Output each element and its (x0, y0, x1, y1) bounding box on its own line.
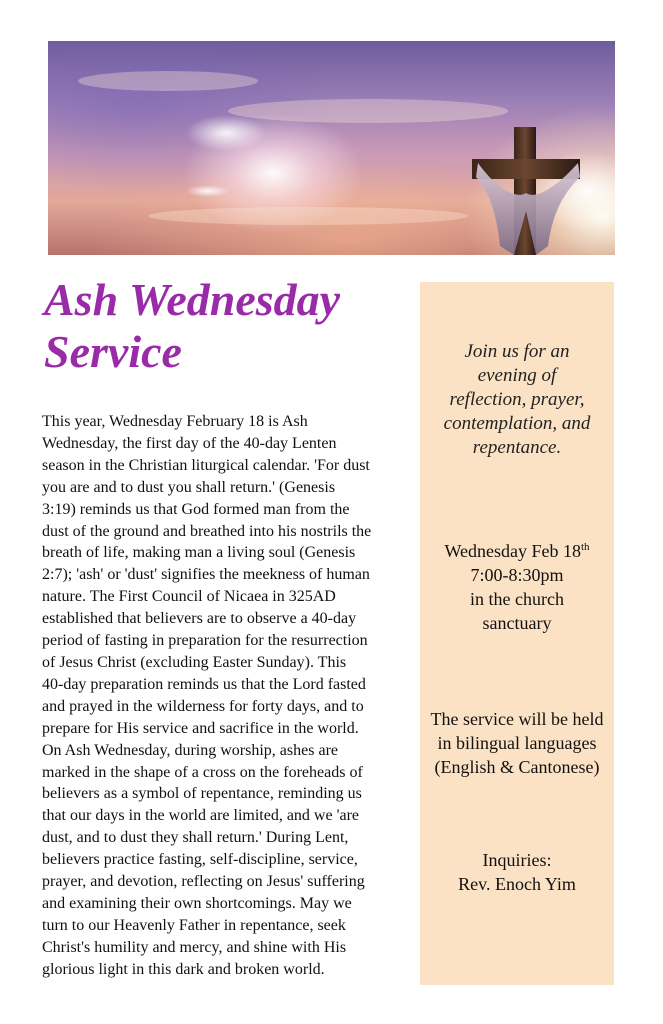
event-time: 7:00-8:30pm (470, 565, 564, 585)
body-line: prayer, and devotion, reflecting on Jesus' suffering (42, 873, 365, 891)
body-line: period of fasting in preparation for the resurrection (42, 632, 368, 650)
body-line: breath of life, making man a living soul (Genesis (42, 544, 356, 562)
body-line: On Ash Wednesday, during worship, ashes are (42, 741, 338, 759)
event-location-line-2: sanctuary (482, 613, 552, 633)
invite-line: repentance. (472, 437, 562, 458)
body-line: believers as a symbol of repentance, reminding us (42, 785, 362, 803)
body-line: dust, and to dust they shall return.' During Lent, (42, 829, 349, 847)
body-line: nature. The First Council of Nicaea in 325AD (42, 588, 336, 606)
body-line: dust of the ground and breathed into his nostrils the (42, 522, 372, 540)
title-line-1: Ash Wednesday (44, 274, 341, 325)
page-title (44, 274, 414, 378)
invite-line: evening of (477, 365, 557, 386)
body-line: you are and to dust you shall return.' (Genesis (42, 478, 336, 496)
body-line: prepare for His service and sacrifice in the world. (42, 719, 359, 737)
language-line: in bilingual languages (437, 733, 597, 753)
body-line: Wednesday, the first day of the 40-day Lenten (42, 434, 337, 452)
language-line: The service will be held (430, 709, 604, 729)
inquiries-label: Inquiries: (482, 850, 552, 870)
title-line-2: Service (44, 326, 182, 377)
body-line: turn to our Heavenly Father in repentance, seek (42, 916, 346, 934)
cross-with-drape-icon (48, 41, 615, 255)
body-line: believers practice fasting, self-discipline, service, (42, 851, 358, 869)
body-line: marked in the shape of a cross on the foreheads of (42, 763, 363, 781)
body-line: season in the Christian liturgical calendar. 'For dust (42, 456, 370, 474)
body-line: established that believers are to observe a 40-day (42, 610, 357, 628)
event-date (420, 539, 614, 563)
body-line: 3:19) reminds us that God formed man from the (42, 500, 350, 518)
body-line: of Jesus Christ (excluding Easter Sunday). This (42, 653, 347, 671)
body-line: This year, Wednesday February 18 is Ash (42, 413, 308, 430)
invite-line: contemplation, and (443, 413, 591, 434)
invite-line: Join us for an (464, 341, 570, 362)
body-line: and prayed in the wilderness for forty days, and to (42, 697, 364, 715)
body-line: that our days in the world are limited, and we 'are (42, 807, 359, 825)
body-line: glorious light in this dark and broken world. (42, 960, 325, 978)
hero-image-sky-cross (48, 41, 615, 255)
body-line: and examining their own shortcomings. May we (42, 894, 352, 912)
body-paragraph (42, 411, 410, 981)
body-line: Christ's humility and mercy, and shine with His (42, 938, 347, 956)
event-location-line-1: in the church (470, 589, 564, 609)
event-date-text: Wednesday Feb 18 (444, 541, 581, 561)
body-line: 2:7); 'ash' or 'dust' signifies the meekness of human (42, 566, 370, 584)
language-note (420, 707, 614, 779)
invitation-text (430, 340, 604, 460)
body-line: 40-day preparation reminds us that the Lord fasted (42, 675, 366, 693)
inquiries-name: Rev. Enoch Yim (458, 874, 576, 894)
event-info-sidebar (420, 282, 614, 985)
language-line: (English & Cantonese) (434, 757, 600, 777)
event-date-suffix: th (580, 541, 590, 553)
invite-line: reflection, prayer, (449, 389, 585, 410)
event-date-time-location (420, 539, 614, 635)
inquiries-contact (420, 848, 614, 896)
